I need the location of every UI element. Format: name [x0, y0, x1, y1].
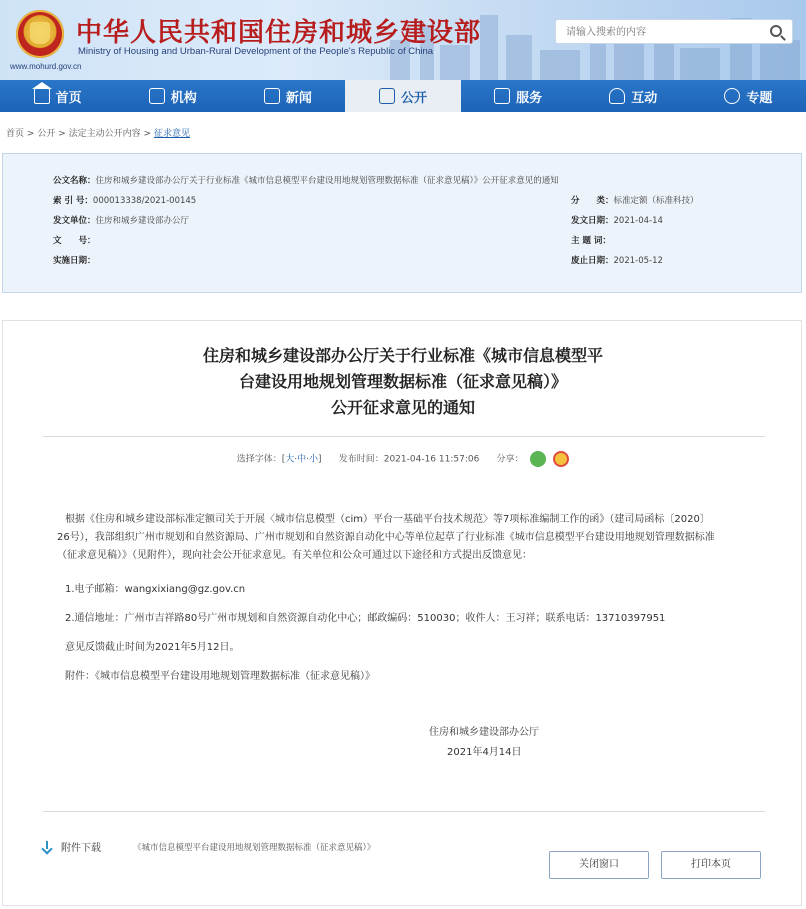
info-doc-name [53, 174, 559, 186]
site-url: www.mohurd.gov.cn [10, 62, 82, 71]
article-title [3, 343, 803, 421]
info-issuer [53, 214, 189, 226]
info-label: 分 类： [571, 196, 614, 206]
share-label: 分享： [496, 454, 524, 465]
document-icon [379, 88, 395, 104]
search-box [555, 19, 793, 44]
info-value: 000013338/2021-00145 [92, 196, 197, 206]
info-category [571, 194, 699, 206]
nav-item-label: 互动 [631, 90, 658, 106]
site-subtitle: Ministry of Housing and Urban-Rural Development of the People's Republic of China [78, 46, 434, 57]
breadcrumb-separator: > [58, 129, 66, 139]
paragraph-line: 根据《住房和城乡建设部标准定额司关于开展〈城市信息模型（cim）平台一基础平台技术规范〉等7项标准编制工作的函》（建司局函标〔2020〕 [65, 514, 710, 525]
attachment-download [41, 839, 101, 854]
publish-time-label: 发布时间： [338, 454, 384, 465]
font-size-large[interactable]: 大 [285, 454, 295, 465]
wechat-share-icon[interactable] [530, 451, 546, 467]
info-value: 住房和城乡建设部办公厅关于行业标准《城市信息模型平台建设用地规划管理数据标准（征求意见稿）》公开征求意见的通知 [95, 176, 559, 186]
nav-item-label: 首页 [55, 90, 82, 106]
info-label: 公文名称： [53, 176, 96, 186]
service-icon [494, 88, 510, 104]
download-icon [41, 841, 53, 853]
article-title-line: 台建设用地规划管理数据标准（征求意见稿）》 [238, 372, 567, 391]
publish-time: 2021-04-16 11:57:06 [383, 454, 480, 465]
contact-address: 2.通信地址：广州市吉祥路80号广州市规划和自然资源自动化中心；邮政编码：510030；收件人：王习祥；联系电话：13710397951 [65, 613, 666, 624]
article-panel [2, 320, 802, 906]
contact-email: 1.电子邮箱：wangxixiang@gz.gov.cn [65, 584, 246, 595]
breadcrumb-separator: > [143, 129, 152, 139]
divider [43, 811, 765, 812]
article-title-line: 公开征求意见的通知 [330, 398, 475, 417]
person-icon [609, 88, 625, 104]
info-issue-date [571, 214, 663, 226]
breadcrumb-current[interactable]: 征求意见 [153, 129, 190, 139]
info-value: 2021-05-12 [613, 256, 663, 266]
paragraph-line: （征求意见稿）》（见附件），现向社会公开征求意见。有关单位和公众可通过以下途径和方式提出反馈意见： [57, 550, 532, 561]
news-icon [264, 88, 280, 104]
main-nav [0, 80, 806, 112]
info-value: 标准定额（标准科技） [613, 196, 699, 206]
nav-item-home[interactable] [0, 80, 115, 112]
sign-date: 2021年4月14日 [447, 747, 522, 758]
home-icon [34, 88, 50, 104]
info-doc-no [53, 234, 96, 246]
breadcrumb-public[interactable]: 公开 [37, 129, 56, 139]
nav-item-label: 机构 [170, 90, 197, 106]
font-size-small[interactable]: 小 [309, 454, 319, 465]
attachment-line: 附件：《城市信息模型平台建设用地规划管理数据标准（征求意见稿）》 [65, 671, 375, 682]
nav-item-interact[interactable] [576, 80, 691, 112]
article-paragraph [57, 511, 765, 565]
nav-item-label: 公开 [400, 90, 427, 106]
article-title-line: 住房和城乡建设部办公厅关于行业标准《城市信息模型平 [202, 346, 603, 365]
search-icon[interactable] [770, 25, 782, 37]
print-page-button[interactable]: 打印本页 [661, 851, 761, 879]
weibo-share-icon[interactable] [553, 451, 569, 467]
nav-item-news[interactable] [230, 80, 345, 112]
info-label: 索 引 号： [53, 196, 93, 206]
paragraph-line: 26号），我部组织广州市规划和自然资源局、广州市规划和自然资源自动化中心等单位起草了行业标准《城市信息模型平台建设用地规划管理数据标准 [57, 532, 715, 543]
info-label: 发文日期： [571, 216, 614, 226]
nav-item-label: 新闻 [285, 90, 312, 106]
star-icon [724, 88, 740, 104]
nav-item-topics[interactable] [691, 80, 806, 112]
divider [43, 436, 765, 437]
document-info-panel [2, 153, 802, 293]
breadcrumb-home[interactable]: 首页 [6, 129, 25, 139]
font-size-medium[interactable]: 中 [297, 454, 307, 465]
site-header [0, 0, 806, 80]
info-expire-date [571, 254, 663, 266]
font-size-bracket: ] [318, 454, 322, 465]
info-effective-date [53, 254, 96, 266]
site-title[interactable]: 中华人民共和国住房和城乡建设部 [76, 18, 482, 48]
nav-item-service[interactable] [461, 80, 576, 112]
attachment-link[interactable]: 《城市信息模型平台建设用地规划管理数据标准（征求意见稿）》 [133, 843, 376, 853]
info-label: 发文单位： [53, 216, 96, 226]
breadcrumb [6, 126, 190, 139]
breadcrumb-section[interactable]: 法定主动公开内容 [68, 129, 141, 139]
info-index [53, 194, 196, 206]
info-label: 废止日期： [571, 256, 614, 266]
nav-item-public[interactable] [345, 80, 460, 112]
close-window-button[interactable]: 关闭窗口 [549, 851, 649, 879]
info-value: 2021-04-14 [613, 216, 663, 226]
breadcrumb-separator: > [26, 129, 35, 139]
feedback-deadline: 意见反馈截止时间为2021年5月12日。 [65, 642, 240, 653]
info-label: 实施日期： [53, 256, 96, 266]
nav-item-label: 服务 [516, 90, 543, 106]
font-size-label: 选择字体：[ [236, 454, 286, 465]
search-input[interactable] [556, 21, 756, 44]
attachment-download-label: 附件下载 [61, 843, 101, 854]
info-subject [571, 234, 611, 246]
info-label: 主 题 词： [571, 236, 611, 246]
building-icon [149, 88, 165, 104]
nav-item-organization[interactable] [115, 80, 230, 112]
info-value: 住房和城乡建设部办公厅 [95, 216, 190, 226]
nav-item-label: 专题 [746, 90, 773, 106]
article-meta: 选择字体：[大·中·小] 发布时间：2021-04-16 11:57:06 分享： [3, 451, 803, 467]
sign-organization: 住房和城乡建设部办公厅 [429, 727, 539, 738]
info-label: 文 号： [53, 236, 96, 246]
national-emblem-icon[interactable] [16, 10, 64, 58]
